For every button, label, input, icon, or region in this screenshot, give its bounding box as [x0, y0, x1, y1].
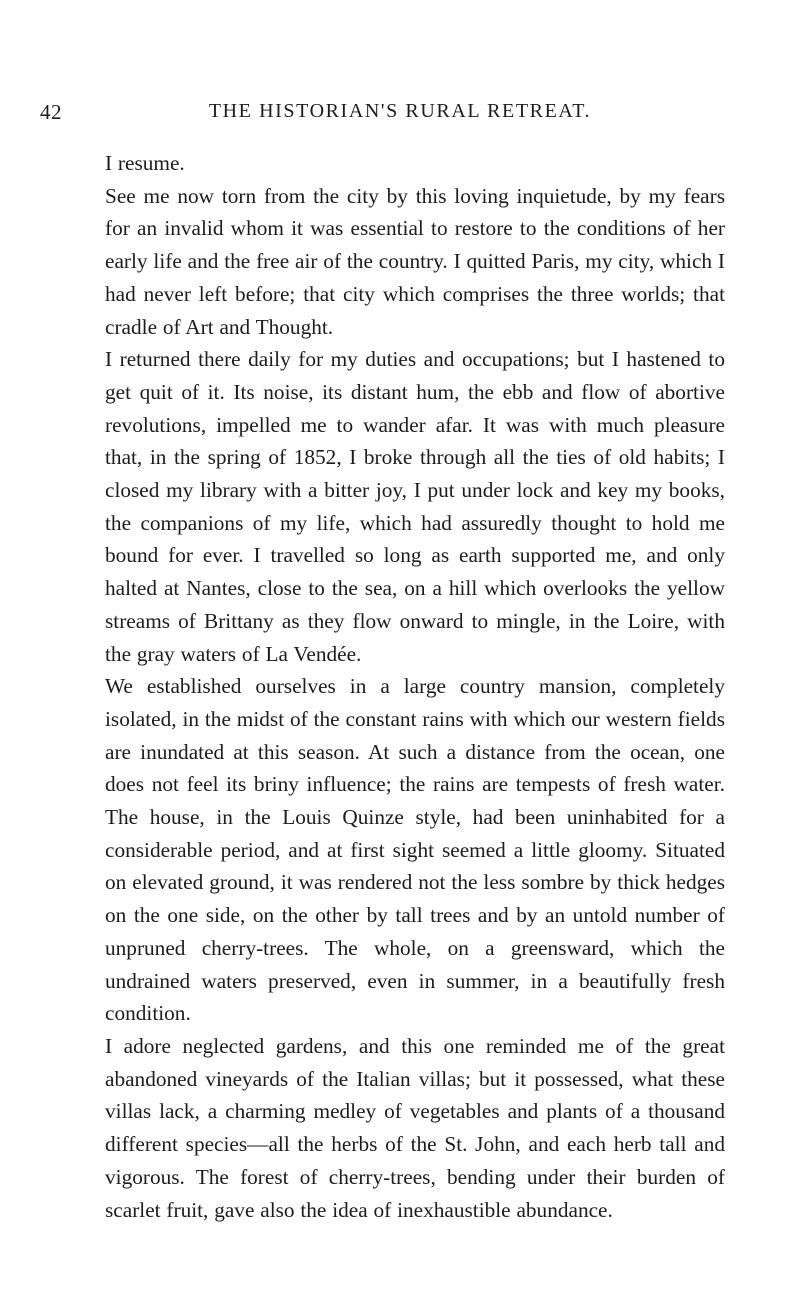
body-text: [105, 147, 725, 1226]
page-number: 42: [40, 100, 62, 124]
page-header: [40, 100, 730, 130]
paragraph: I returned there daily for my duties and occupations; but I hastened to get quit of it. Its noise, its distant hum, the ebb and flow of abortive revolutions, impelled me to wander afar. It was with much pleasure that, in the spring of 1852, I broke through all the ties of old habits; I closed my library with a bitter joy, I put under lock and key my books, the companions of my life, which had assuredly thought to hold me bound for ever. I travelled so long as earth supported me, and only halted at Nantes, close to the sea, on a hill which overlooks the yellow streams of Brittany as they flow onward to mingle, in the Loire, with the gray waters of La Vendée.: [105, 347, 725, 666]
paragraph: We established ourselves in a large country mansion, completely isolated, in the midst of the constant rains with which our western fields are inundated at this season. At such a distance from the ocean, one does not feel its briny influence; the rains are tempests of fresh water. The house, in the Louis Quinze style, had been uninhabited for a considerable period, and at first sight seemed a little gloomy. Situated on elevated ground, it was rendered not the less sombre by thick hedges on the one side, on the other by tall trees and by an untold number of unpruned cherry-trees. The whole, on a greensward, which the undrained waters preserved, even in summer, in a beautifully fresh condition.: [105, 674, 725, 1026]
paragraph: I resume.: [105, 151, 185, 175]
running-title: THE HISTORIAN'S RURAL RETREAT.: [208, 100, 592, 122]
paragraph: See me now torn from the city by this loving inquietude, by my fears for an invalid whom it was essential to restore to the conditions of her early life and the free air of the country. I quitted Paris, my city, which I had never left before; that city which comprises the three worlds; that cradle of Art and Thought.: [105, 183, 725, 339]
paragraph: I adore neglected gardens, and this one reminded me of the great abandoned vineyards of the Italian villas; but it possessed, what these villas lack, a charming medley of vegetables and plants of a thousand different species—all the herbs of the St. John, and each herb tall and vigorous. The forest of cherry-trees, bending under their burden of scarlet fruit, gave also the idea of inexhaustible abundance.: [105, 1033, 725, 1222]
